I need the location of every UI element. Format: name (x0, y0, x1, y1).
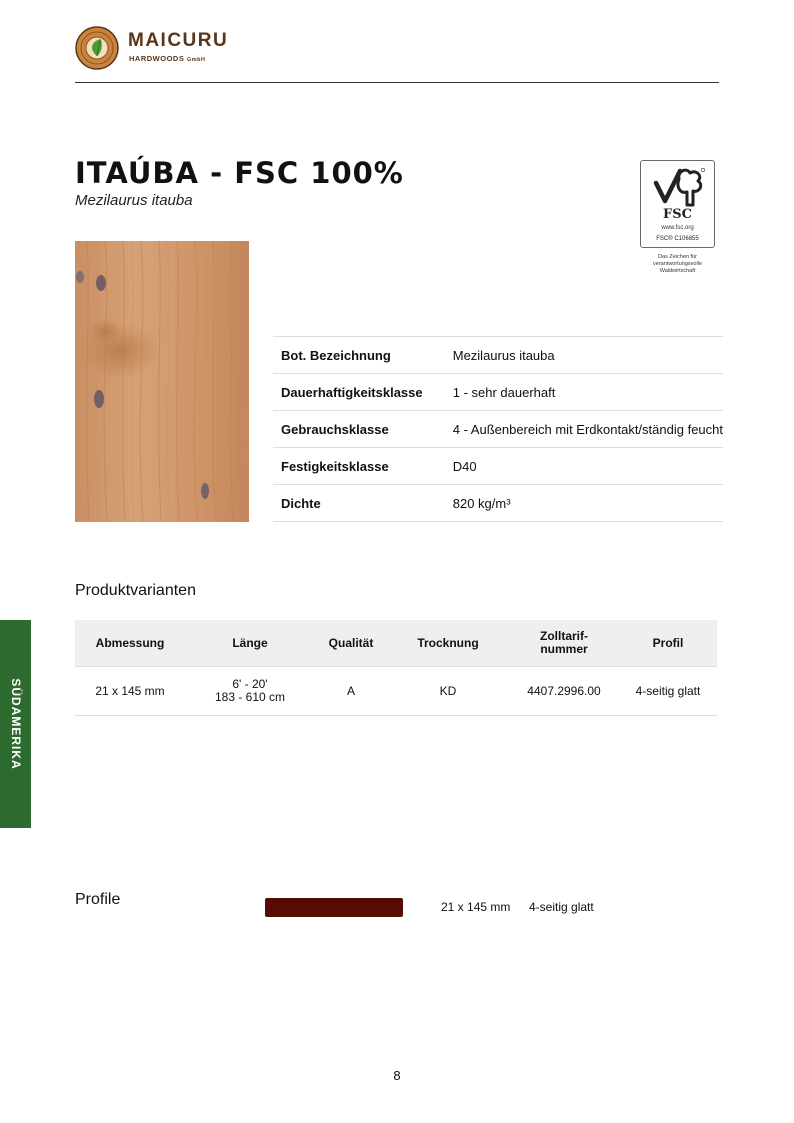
property-value: Mezilaurus itauba (445, 337, 723, 374)
wood-sample-image (75, 241, 249, 522)
profile-type: 4-seitig glatt (529, 900, 594, 914)
section-heading-variants: Produktvarianten (75, 582, 196, 599)
fsc-caption-line: verantwortungsvolle (653, 261, 702, 267)
region-label: SÜDAMERIKA (8, 678, 23, 770)
cell-line: 183 - 610 cm (214, 690, 286, 704)
fsc-caption-line: Waldwirtschaft (659, 268, 696, 274)
brand-sub-text: HARDWOODS (129, 54, 185, 63)
brand-subtitle (129, 54, 205, 63)
table-cell (185, 667, 315, 716)
table-cell: 21 x 145 mm (75, 667, 185, 716)
table-cell: 4407.2996.00 (509, 667, 619, 716)
property-value: 4 - Außenbereich mit Erdkontakt/ständig feucht (445, 411, 723, 448)
column-header: Qualität (315, 620, 387, 667)
column-header: Trocknung (387, 620, 509, 667)
column-header (509, 620, 619, 667)
properties-table (273, 336, 723, 522)
profile-cross-section (265, 898, 403, 917)
header-divider (75, 82, 719, 83)
table-row (273, 337, 723, 374)
cell-line: 6' - 20' (232, 677, 268, 691)
table-cell: KD (387, 667, 509, 716)
property-value: 1 - sehr dauerhaft (445, 374, 723, 411)
page-number: 8 (393, 1068, 401, 1083)
property-value: D40 (445, 448, 723, 485)
profile-dimension: 21 x 145 mm (441, 900, 511, 914)
fsc-url: www.fsc.org (661, 225, 694, 231)
column-header: Profil (619, 620, 717, 667)
page-title: ITAÚBA - FSC 100% (75, 156, 404, 190)
fsc-caption-line: Das Zeichen für (658, 254, 697, 260)
variants-table (75, 620, 717, 716)
table-row (273, 374, 723, 411)
property-value: 820 kg/m³ (445, 485, 723, 522)
company-logo (75, 26, 229, 70)
column-header: Abmessung (75, 620, 185, 667)
fsc-caption (640, 254, 715, 275)
column-header-line: Zolltarif- (540, 629, 588, 643)
fsc-wordmark: FSC (663, 207, 692, 222)
section-heading-profile: Profile (75, 891, 121, 908)
table-cell: A (315, 667, 387, 716)
table-header-row (75, 620, 717, 667)
table-cell: 4-seitig glatt (619, 667, 717, 716)
fsc-license-code: FSC® C106855 (656, 236, 699, 242)
table-row (75, 667, 717, 716)
table-row (273, 485, 723, 522)
property-label: Bot. Bezeichnung (273, 337, 445, 374)
column-header-line: nummer (540, 642, 588, 656)
botanical-name: Mezilaurus itauba (75, 192, 193, 209)
table-row (273, 411, 723, 448)
property-label: Gebrauchsklasse (273, 411, 445, 448)
wood-slice-leaf-icon (75, 26, 119, 70)
column-header: Länge (185, 620, 315, 667)
region-side-tab (0, 620, 31, 828)
fsc-logo (640, 160, 715, 248)
brand-name: MAICURU (128, 30, 229, 51)
property-label: Festigkeitsklasse (273, 448, 445, 485)
property-label: Dauerhaftigkeitsklasse (273, 374, 445, 411)
brand-suffix: GmbH (186, 57, 206, 63)
property-label: Dichte (273, 485, 445, 522)
fsc-tree-checkmark-icon (650, 165, 708, 211)
table-row (273, 448, 723, 485)
